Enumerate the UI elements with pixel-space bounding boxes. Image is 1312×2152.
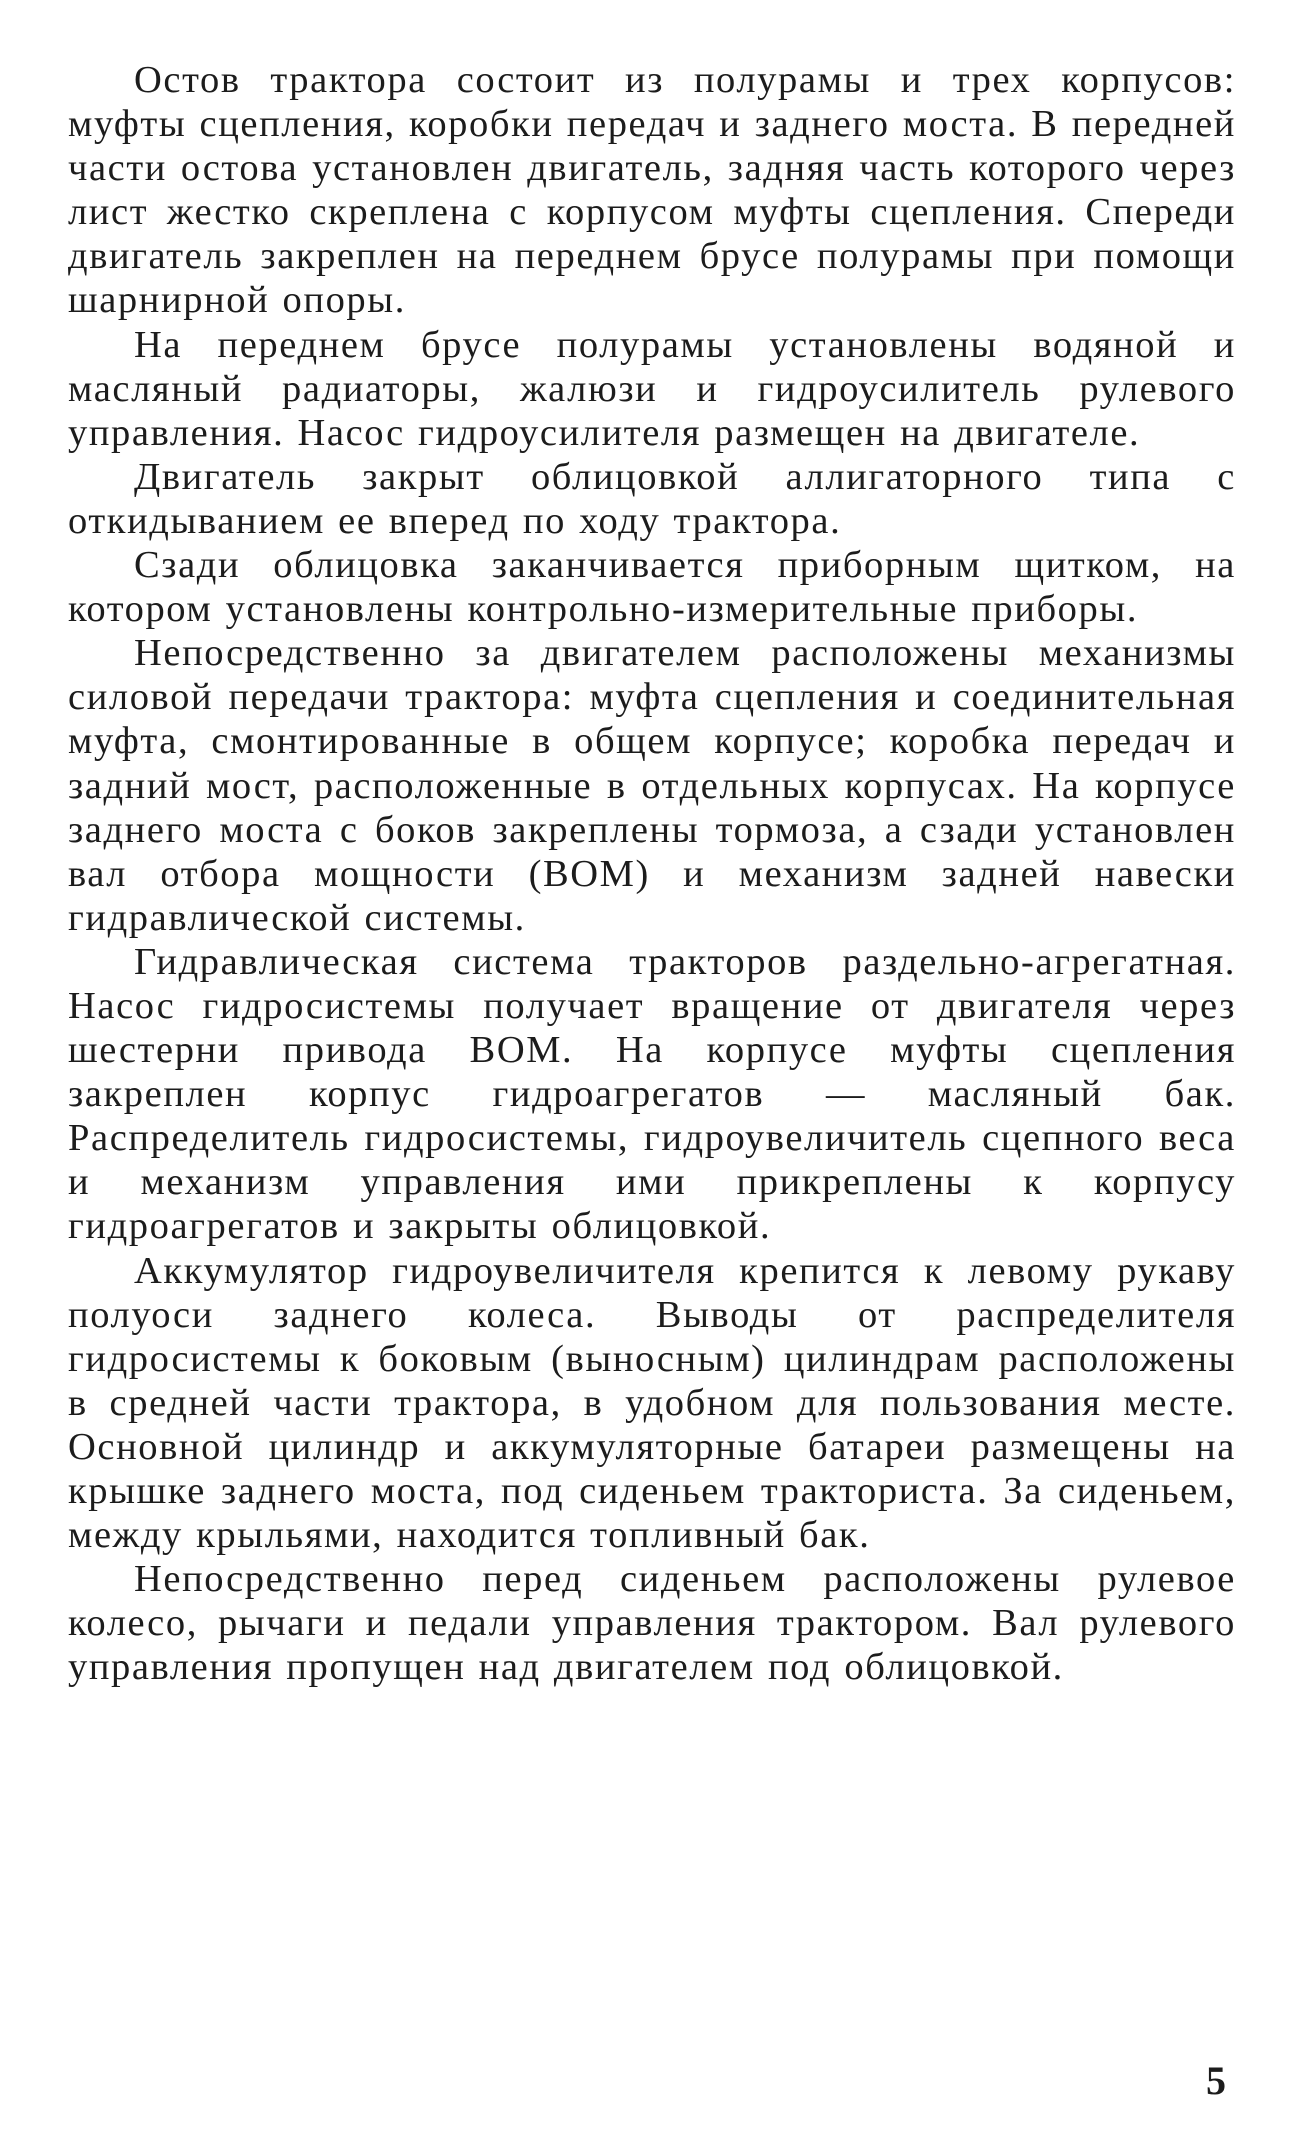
paragraph-engine-cover: Двигатель закрыт облицовкой аллигаторного типа с откидыванием ее вперед по ходу трактора. [68,455,1236,542]
paragraph-power-transmission: Непосредственно за двигателем расположены механизмы силовой передачи трактора: муфта сцепления и соединительная муфта, смонтированные в общем корпусе; коробка передач и задний мост, расположенные в отдельных корпусах. На корпусе заднего моста с боков закреплены тормоза, а сзади установлен вал отбора мощности (ВОМ) и механизм задней навески гидравлической системы. [68,632,1236,939]
page-number: 5 [1206,2058,1226,2103]
paragraph-hydraulic-system: Гидравлическая система тракторов раздельно-агрегатная. Насос гидросистемы получает вращение от двигателя через шестерни привода ВОМ. На корпусе муфты сцепления закреплен корпус гидроагрегатов — масляный бак. Распределитель гидросистемы, гидроувеличитель сцепного веса и механизм управления ими прикреплены к корпусу гидроагрегатов и закрыты облицовкой. [68,940,1236,1248]
paragraph-radiators: На переднем брусе полурамы установлены водяной и масляный радиаторы, жалюзи и гидроусилитель рулевого управления. Насос гидроусилителя размещен на двигателе. [68,323,1236,454]
paragraph-instrument-panel: Сзади облицовка заканчивается приборным щитком, на котором установлены контрольно-измерительные приборы. [68,544,1236,631]
page-body [68,58,1236,1689]
paragraph-steering: Непосредственно перед сиденьем расположены рулевое колесо, рычаги и педали управления трактором. Вал рулевого управления пропущен над двигателем под облицовкой. [68,1558,1236,1689]
paragraph-frame-structure: Остов трактора состоит из полурамы и трех корпусов: муфты сцепления, коробки передач и заднего моста. В передней части остова установлен двигатель, задняя часть которого через лист жестко скреплена с корпусом муфты сцепления. Спереди двигатель закреплен на переднем брусе полурамы при помощи шарнирной опоры. [68,59,1236,322]
paragraph-accumulator: Аккумулятор гидроувеличителя крепится к левому рукаву полуоси заднего колеса. Выводы от распределителя гидросистемы к боковым (выносным) цилиндрам расположены в средней части трактора, в удобном для пользования месте. Основной цилиндр и аккумуляторные батареи размещены на крышке заднего моста, под сиденьем тракториста. За сиденьем, между крыльями, находится топливный бак. [68,1249,1236,1557]
